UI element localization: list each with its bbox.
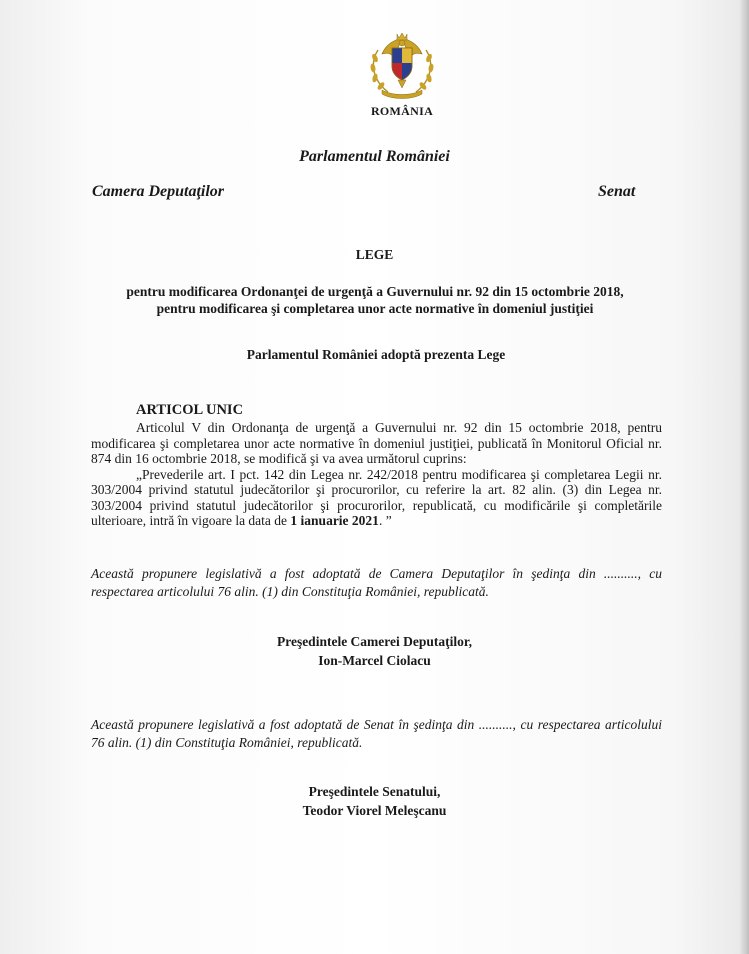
senate-adoption-note: Această propunere legislativă a fost adoptată de Senat în şedinţa din .........., cu respectarea articolului 76 alin. (1) din Constituţia României, republicată. [91, 717, 662, 750]
chamber-signature-block [0, 632, 749, 670]
emblem-caption: ROMÂNIA [370, 104, 434, 118]
article-paragraph: Articolul V din Ordonanţa de urgenţă a Guvernului nr. 92 din 15 octombrie 2018, pentru modificarea şi completarea unor acte normative în domeniul justiţiei, publicată în Monitorul Oficial nr. 874 din 16 octombrie 2018, se modifică şi va avea următorul cuprins: [91, 420, 662, 466]
law-title [60, 283, 690, 317]
senate-signatory-title: Preşedintele Senatului, [308, 784, 441, 799]
chamber-deputies-label: Camera Deputaţilor [92, 183, 225, 200]
law-title-line-2: pentru modificarea şi completarea unor acte normative în domeniul justiţiei [156, 301, 594, 316]
article-quote [91, 467, 662, 529]
parliament-heading: Parlamentul României [299, 148, 450, 165]
article-title: ARTICOL UNIC [136, 402, 244, 418]
quote-text: „Prevederile art. I pct. 142 din Legea nr. 242/2018 pentru modificarea şi completarea Legii nr. 303/2004 privind statutul judecătorilor şi procurorilor, cu referire la art. 82 alin. (3) din Legea nr. 303/2004 privind statutul judecătorilor şi procurorilor, republicată, cu modificările şi completările ulterioare, intră în vigoare la data de [91, 466, 662, 528]
page-edge-shadow [739, 0, 749, 954]
law-heading: LEGE [355, 247, 394, 262]
romania-coat-of-arms-icon [364, 30, 440, 102]
law-title-line-1: pentru modificarea Ordonanţei de urgenţă a Guvernului nr. 92 din 15 octombrie 2018, [126, 284, 624, 299]
quote-end: . ” [378, 513, 392, 528]
senate-signatory-name: Teodor Viorel Meleşcanu [302, 803, 447, 818]
chamber-signatory-title: Preşedintele Camerei Deputaţilor, [276, 634, 473, 649]
article-body [91, 420, 662, 529]
senate-signature-block [0, 782, 749, 820]
adoption-statement: Parlamentul României adoptă prezenta Lege [246, 347, 506, 362]
chamber-signatory-name: Ion-Marcel Ciolacu [318, 653, 431, 668]
chamber-adoption-note: Această propunere legislativă a fost adoptată de Camera Deputaţilor în şedinţa din .........., cu respectarea articolului 76 alin. (1) din Constituţia României, republicată. [91, 566, 662, 599]
quote-date: 1 ianuarie 2021 [290, 513, 379, 528]
senate-label: Senat [598, 183, 636, 200]
